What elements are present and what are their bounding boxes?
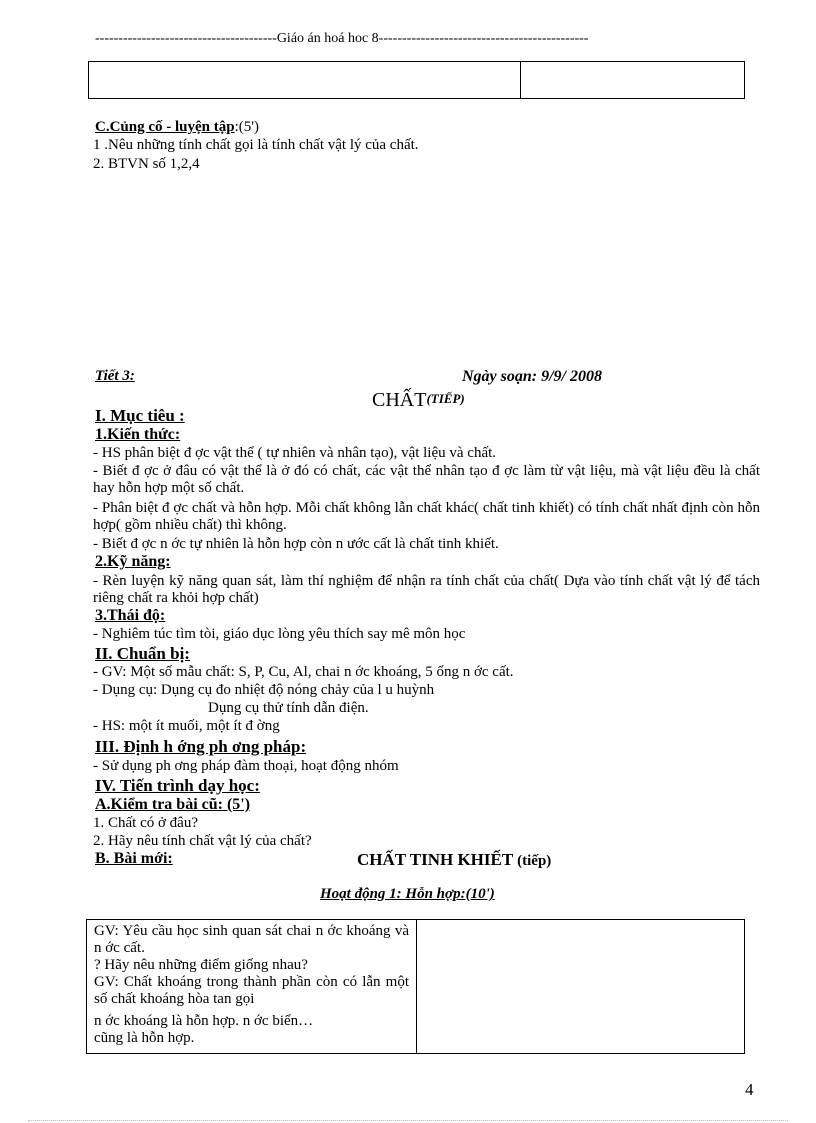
section-c-item: 2. BTVN số 1,2,4: [93, 156, 200, 172]
section-c-heading: [95, 119, 259, 136]
method-heading: III. Định h ớng ph ơng pháp:: [95, 737, 307, 756]
activity-line: cũng là hỗn hợp.: [94, 1030, 195, 1046]
preparation-line: - HS: một ít muối, một ít đ ờng: [93, 718, 280, 734]
check-item: 1. Chất có ở đâu?: [93, 815, 198, 831]
attitude-heading: 3.Thái độ:: [95, 607, 166, 624]
section-c-item: 1 .Nêu những tính chất gọi là tính chất vật lý của chất.: [93, 137, 419, 153]
preparation-line: Dụng cụ thử tính dẫn điện.: [208, 700, 369, 716]
top-table: [88, 61, 745, 99]
method-line: - Sử dụng ph ơng pháp đàm thoại, hoạt động nhóm: [93, 758, 399, 774]
activity-line: GV: Chất khoáng trong thành phần còn có lẫn một số chất khoáng hòa tan gọi: [94, 974, 409, 1007]
new-lesson-title-text: CHẤT TINH KHIẾT: [357, 850, 513, 869]
check-item: 2. Hãy nêu tính chất vật lý của chất?: [93, 833, 312, 849]
running-header: ---------------------------------------Giáo án hoá hoc 8---------------------------------------------: [95, 31, 589, 46]
new-lesson-title: [357, 850, 551, 870]
new-lesson-title-suffix: (tiếp): [517, 853, 552, 869]
lesson-title-suffix: (TIẾP): [426, 391, 465, 406]
process-heading: IV. Tiến trình dạy học:: [95, 776, 260, 795]
activity-line: n ớc khoáng là hỗn hợp. n ớc biển…: [94, 1013, 314, 1029]
knowledge-item: - Biết đ ợc ở đâu có vật thể là ở đó có chất, các vật thể nhân tạo đ ợc làm từ vật liệu, mà vật liệu đều là chất hay hỗn hợp một số chất.: [93, 463, 760, 496]
lesson-period: Tiết 3:: [95, 368, 135, 384]
knowledge-heading: 1.Kiến thức:: [95, 426, 181, 443]
preparation-heading: II. Chuẩn bị:: [95, 644, 190, 663]
check-heading: A.Kiểm tra bài cũ: (5'): [95, 796, 251, 813]
activity-title: Hoạt động 1: Hỗn hợp:(10'): [320, 886, 495, 902]
lesson-date: Ngày soạn: 9/9/ 2008: [462, 368, 602, 385]
activity-table-divider: [416, 920, 417, 1053]
activity-left-cell: [94, 923, 409, 1047]
activity-line: GV: Yêu cầu học sinh quan sát chai n ớc khoáng và n ớc cất.: [94, 923, 409, 956]
attitude-text: - Nghiêm túc tìm tòi, giáo dục lòng yêu thích say mê môn học: [93, 626, 466, 642]
new-lesson-heading: B. Bài mới:: [95, 850, 173, 867]
preparation-line: - Dụng cụ: Dụng cụ đo nhiệt độ nóng chảy của l u huỳnh: [93, 682, 435, 698]
skills-text: - Rèn luyện kỹ năng quan sát, làm thí nghiệm để nhận ra tính chất của chất( Dựa vào tính chất vật lý để tách riêng chất ra khỏi hợp chất): [93, 573, 760, 606]
knowledge-item: - HS phân biệt đ ợc vật thể ( tự nhiên và nhân tạo), vật liệu và chất.: [93, 445, 497, 461]
top-table-divider: [520, 62, 521, 98]
skills-heading: 2.Kỹ năng:: [95, 553, 171, 570]
knowledge-item: - Phân biệt đ ợc chất và hỗn hợp. Mỗi chất không lẫn chất khác( chất tinh khiết) có tính chất nhất định còn hỗn hợp( gồm nhiều chất) thì không.: [93, 500, 760, 533]
page-edge: [28, 1120, 788, 1121]
knowledge-item: - Biết đ ợc n ớc tự nhiên là hỗn hợp còn n ước cất là chất tinh khiết.: [93, 536, 499, 552]
objectives-heading: I. Mục tiêu :: [95, 406, 185, 425]
activity-line: ? Hãy nêu những điểm giống nhau?: [94, 957, 308, 973]
section-c-time: :(5'): [234, 119, 259, 135]
lesson-title: [372, 389, 465, 412]
preparation-line: - GV: Một số mẫu chất: S, P, Cu, Al, chai n ớc khoáng, 5 ống n ớc cất.: [93, 664, 514, 680]
activity-table: [86, 919, 745, 1054]
lesson-title-text: CHẤT: [372, 389, 427, 411]
section-c-title: C.Củng cố - luyện tập: [95, 119, 235, 135]
page-number: 4: [745, 1080, 754, 1099]
